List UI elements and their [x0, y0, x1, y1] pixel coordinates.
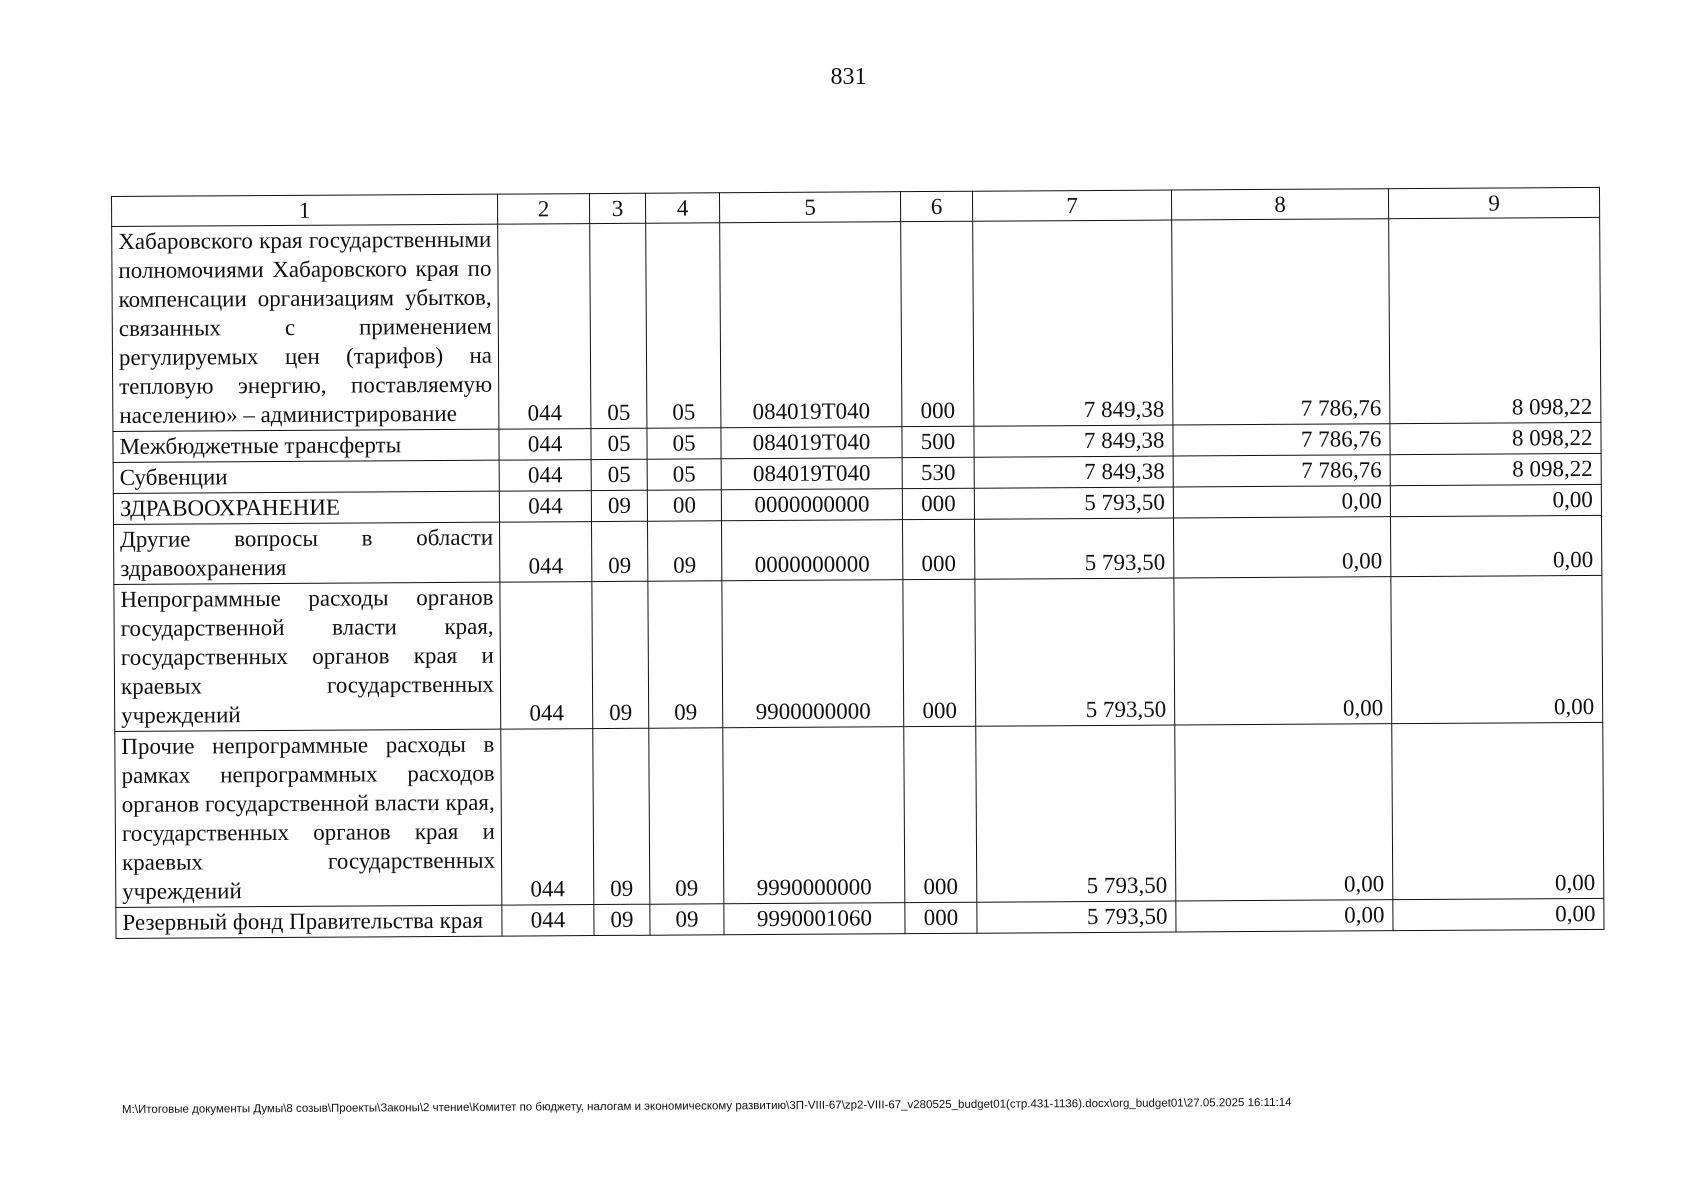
table-row	[114, 575, 1603, 731]
cell-amount-col9: 8 098,22	[1390, 453, 1601, 485]
row-name: Непрограммные расходы органов государственной власти края, государственных органов края и краевых государственных учреждений	[114, 582, 501, 731]
cell-target-article: 9900000000	[722, 580, 904, 728]
cell-expense-type: 000	[903, 579, 976, 726]
cell-section: 05	[591, 428, 647, 459]
cell-expense-type: 500	[902, 426, 974, 457]
cell-amount-col7: 7 849,38	[974, 425, 1173, 457]
cell-expense-type: 000	[905, 902, 977, 933]
cell-amount-col9: 0,00	[1390, 484, 1601, 516]
budget-table	[111, 187, 1605, 939]
cell-section: 09	[591, 490, 647, 521]
cell-amount-col7: 5 793,50	[975, 578, 1175, 726]
column-header: 4	[645, 193, 719, 223]
cell-target-article: 0000000000	[721, 489, 902, 521]
cell-amount-col8: 0,00	[1175, 724, 1393, 901]
cell-subsection: 09	[650, 904, 724, 935]
column-header: 6	[900, 191, 972, 221]
cell-expense-type: 000	[901, 221, 974, 426]
cell-amount-col7: 5 793,50	[976, 725, 1176, 902]
row-name: Межбюджетные трансферты	[113, 429, 499, 462]
cell-ministry-code: 044	[498, 224, 591, 430]
column-header: 9	[1388, 187, 1599, 218]
cell-amount-col9: 8 098,22	[1390, 422, 1601, 454]
cell-amount-col8: 0,00	[1173, 517, 1390, 578]
row-name: Прочие непрограммные расходы в рамках непрограммных расходов органов государственной власти края, государственных органов края и краевых государственных учреждений	[115, 729, 502, 907]
cell-ministry-code: 044	[501, 729, 594, 906]
row-name: Субвенции	[113, 460, 499, 493]
cell-expense-type: 530	[902, 457, 974, 488]
cell-target-article: 084019Т040	[720, 222, 902, 428]
document-file-path: M:\Итоговые документы Думы\8 созыв\Проекты\Законы\2 чтение\Комитет по бюджету, налогам и экономическому развитию\3П-VIII-67\zp2-VIII-67_v280525_budget01(стр.431-1136).docx\org_budget01\27.05.2025 16:11:14	[122, 1096, 1292, 1116]
cell-section: 09	[593, 728, 650, 904]
table-row	[112, 217, 1601, 431]
cell-ministry-code: 044	[499, 460, 591, 492]
column-header: 2	[497, 194, 589, 225]
cell-expense-type: 000	[904, 726, 977, 902]
cell-section: 09	[594, 904, 650, 935]
column-header: 1	[112, 194, 498, 226]
row-name: ЗДРАВООХРАНЕНИЕ	[113, 491, 499, 524]
cell-subsection: 05	[647, 459, 721, 490]
cell-amount-col9: 0,00	[1390, 515, 1601, 576]
cell-amount-col8: 7 786,76	[1173, 424, 1390, 456]
cell-section: 05	[590, 223, 647, 428]
cell-subsection: 09	[649, 728, 724, 904]
cell-amount-col8: 0,00	[1176, 900, 1393, 932]
cell-amount-col8: 7 786,76	[1172, 219, 1390, 425]
cell-section: 05	[591, 459, 647, 490]
cell-amount-col7: 5 793,50	[974, 487, 1173, 519]
cell-ministry-code: 044	[499, 522, 591, 583]
row-name: Резервный фонд Правительства края	[116, 905, 502, 938]
cell-ministry-code: 044	[499, 491, 591, 523]
cell-section: 09	[592, 581, 649, 728]
cell-amount-col7: 5 793,50	[977, 901, 1176, 933]
cell-amount-col8: 0,00	[1174, 577, 1392, 725]
cell-subsection: 05	[646, 223, 721, 428]
cell-target-article: 084019Т040	[721, 458, 902, 490]
cell-subsection: 00	[647, 490, 721, 521]
cell-subsection: 09	[648, 581, 723, 728]
cell-amount-col9: 0,00	[1391, 575, 1603, 723]
cell-amount-col7: 7 849,38	[973, 220, 1173, 426]
cell-ministry-code: 044	[499, 429, 591, 461]
cell-amount-col8: 0,00	[1173, 486, 1390, 518]
cell-target-article: 9990000000	[723, 727, 905, 904]
cell-target-article: 9990001060	[724, 903, 905, 935]
cell-amount-col7: 5 793,50	[974, 518, 1173, 579]
row-name: Хабаровского края государственными полномочиями Хабаровского края по компенсации организациям убытков, связанных с применением регулируемых цен (тарифов) на тепловую энергию, поставляемую населению» – администрирование	[112, 224, 499, 431]
cell-subsection: 05	[647, 428, 721, 459]
cell-amount-col7: 7 849,38	[974, 456, 1173, 488]
cell-amount-col8: 7 786,76	[1173, 455, 1390, 487]
column-header: 5	[719, 192, 900, 223]
row-name: Другие вопросы в области здравоохранения	[114, 522, 500, 584]
cell-amount-col9: 8 098,22	[1389, 217, 1601, 423]
table-row	[114, 515, 1602, 584]
cell-ministry-code: 044	[502, 905, 594, 937]
page-number: 831	[830, 64, 867, 90]
column-header: 8	[1171, 189, 1388, 220]
column-header: 3	[589, 193, 645, 223]
cell-subsection: 09	[647, 521, 721, 581]
cell-amount-col9: 0,00	[1393, 898, 1604, 930]
cell-target-article: 084019Т040	[721, 427, 902, 459]
cell-ministry-code: 044	[500, 582, 593, 730]
cell-target-article: 0000000000	[721, 520, 902, 581]
column-header: 7	[972, 190, 1171, 221]
cell-section: 09	[591, 521, 647, 581]
cell-expense-type: 000	[902, 519, 974, 579]
table-row	[115, 722, 1604, 907]
cell-expense-type: 000	[902, 488, 974, 519]
cell-amount-col9: 0,00	[1392, 722, 1604, 899]
